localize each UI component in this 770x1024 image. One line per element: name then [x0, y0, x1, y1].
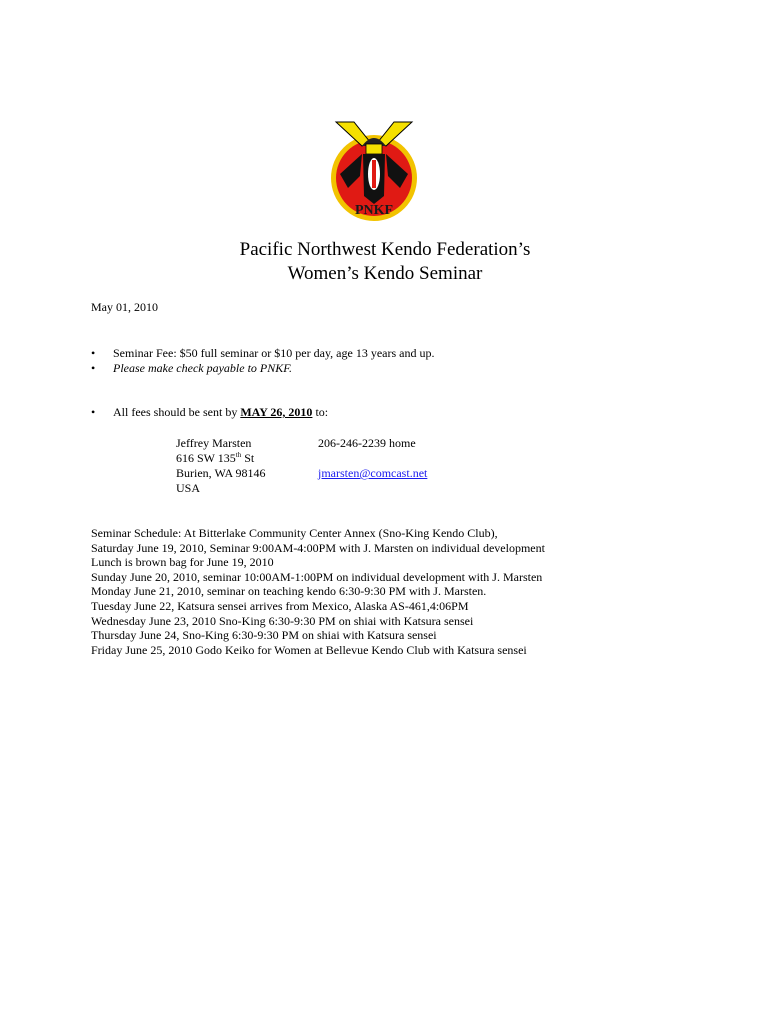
- fees-suffix: to:: [312, 405, 329, 419]
- list-item-fees-deadline: [91, 405, 328, 420]
- schedule-line: Sunday June 20, 2010, seminar 10:00AM-1:00PM on individual development with J. Marsten: [91, 569, 543, 584]
- fee-text: Seminar Fee: $50 full seminar or $10 per day, age 13 years and up.: [113, 346, 435, 360]
- check-payable-text: Please make check payable to PNKF.: [113, 361, 293, 375]
- list-item-check: [91, 361, 434, 376]
- fees-prefix: All fees should be sent by: [113, 405, 241, 419]
- contact-info: [318, 436, 427, 481]
- fee-list: [91, 346, 434, 376]
- schedule-line: Saturday June 19, 2010, Seminar 9:00AM-4:00PM with J. Marsten on individual development: [91, 540, 545, 555]
- schedule-line: Friday June 25, 2010 Godo Keiko for Women at Bellevue Kendo Club with Katsura sensei: [91, 642, 527, 657]
- list-item-fee: [91, 346, 434, 361]
- contact-phone: 206-246-2239 home: [318, 436, 416, 450]
- address-country: USA: [176, 481, 201, 495]
- pnkf-emblem-icon: [326, 116, 422, 222]
- document-date: May 01, 2010: [91, 300, 158, 314]
- address-street: 616 SW 135th St: [176, 451, 255, 465]
- address-name: Jeffrey Marsten: [176, 436, 252, 450]
- title-line-2: Women’s Kendo Seminar: [287, 263, 483, 284]
- fees-deadline-list: [91, 405, 328, 420]
- schedule-line: Monday June 21, 2010, seminar on teaching kendo 6:30-9:30 PM with J. Marsten.: [91, 584, 487, 599]
- schedule-line: Seminar Schedule: At Bitterlake Community Center Annex (Sno-King Kendo Club),: [91, 526, 498, 540]
- fees-deadline: MAY 26, 2010: [240, 405, 313, 419]
- logo-text: PNKF: [354, 203, 394, 218]
- address-city: Burien, WA 98146: [176, 466, 266, 480]
- title-line-1: Pacific Northwest Kendo Federation’s: [239, 239, 531, 260]
- seminar-schedule: [91, 526, 751, 657]
- schedule-line: Wednesday June 23, 2010 Sno-King 6:30-9:30 PM on shiai with Katsura sensei: [91, 613, 474, 628]
- page-title: [0, 238, 770, 286]
- schedule-line: Tuesday June 22, Katsura sensei arrives from Mexico, Alaska AS-461,4:06PM: [91, 598, 469, 613]
- schedule-line: Thursday June 24, Sno-King 6:30-9:30 PM on shiai with Katsura sensei: [91, 628, 437, 643]
- schedule-line: Lunch is brown bag for June 19, 2010: [91, 555, 274, 570]
- contact-email-link[interactable]: jmarsten@comcast.net: [318, 466, 428, 480]
- mailing-address: [176, 436, 265, 496]
- pnkf-logo: [326, 116, 422, 222]
